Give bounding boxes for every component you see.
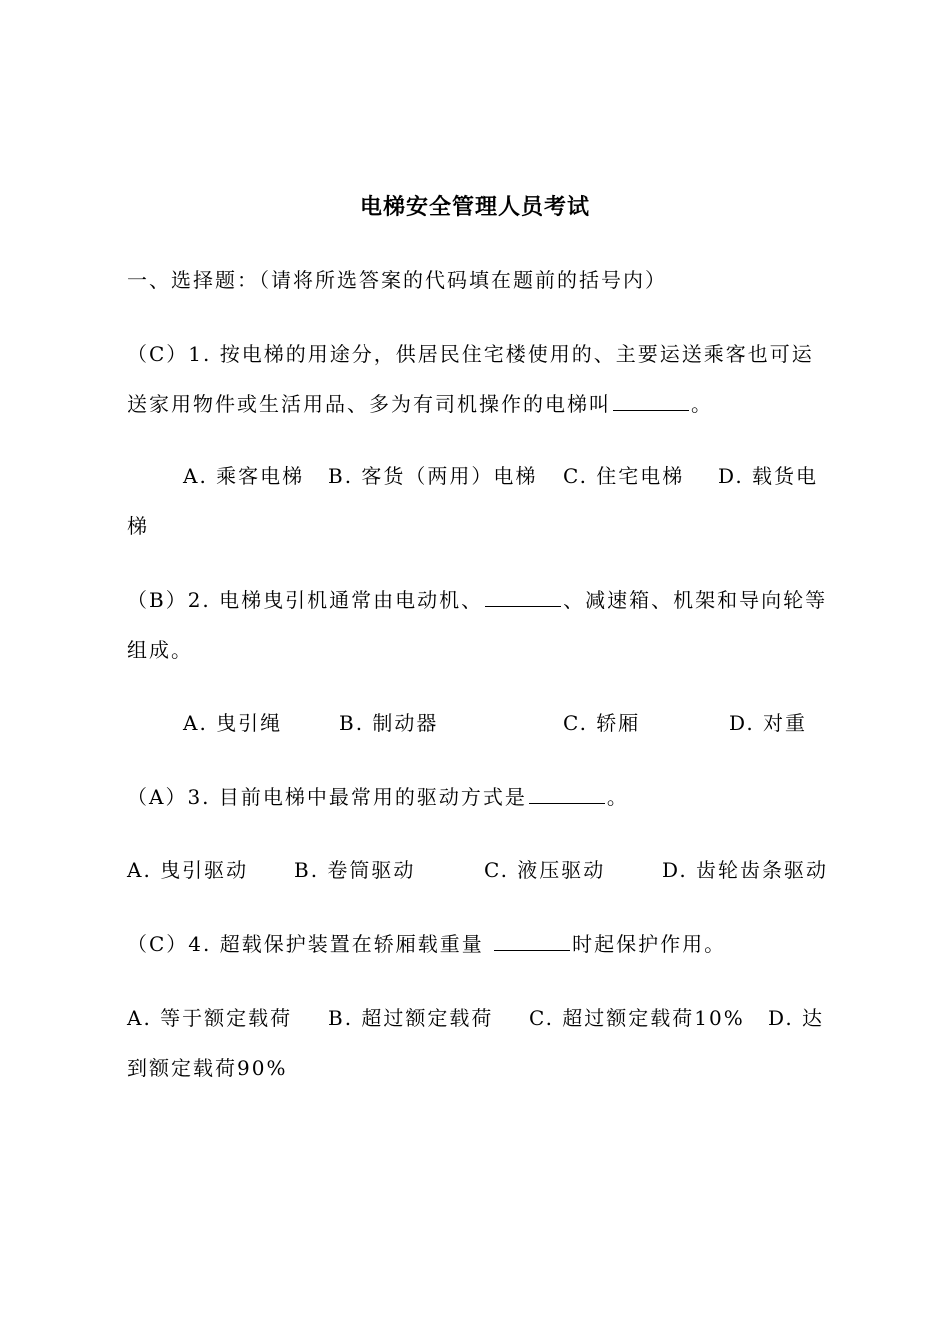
question-4-option-d: D. 达 [768, 1006, 825, 1030]
question-2-option-c: C. 轿厢 [563, 711, 641, 735]
question-4-line-1 [127, 929, 726, 959]
question-4-option-wrap: 到额定载荷90% [127, 1056, 288, 1080]
question-1-option-wrap: 梯 [127, 514, 149, 538]
question-2-option-b: B. 制动器 [339, 711, 439, 735]
question-4-option-b: B. 超过额定载荷 [328, 1006, 494, 1030]
question-2-option-d: D. 对重 [729, 711, 808, 735]
question-2-line-1 [127, 585, 827, 615]
answer-blank [494, 930, 570, 951]
question-3-option-b: B. 卷筒驱动 [294, 858, 416, 882]
answer-blank [485, 586, 561, 607]
question-3-text: （A）3. 目前电梯中最常用的驱动方式是 [127, 785, 527, 809]
question-3-end: 。 [606, 785, 629, 809]
question-4-text-end: 时起保护作用。 [572, 932, 727, 956]
question-1-line-1: （C）1. 按电梯的用途分，供居民住宅楼使用的、主要运送乘客也可运 [127, 342, 814, 366]
question-1-option-c: C. 住宅电梯 [563, 464, 685, 488]
question-2-option-a: A. 曳引绳 [183, 711, 283, 735]
question-3-option-a: A. 曳引驱动 [127, 858, 249, 882]
question-3-line-1 [127, 782, 629, 812]
question-1-line-2 [127, 389, 713, 419]
question-4-text: （C）4. 超载保护装置在轿厢载重量 [127, 932, 493, 956]
question-1-option-d: D. 载货电 [718, 464, 819, 488]
question-2-text-end: 、减速箱、机架和导向轮等 [563, 588, 828, 612]
question-3-option-c: C. 液压驱动 [484, 858, 606, 882]
question-2-line-2: 组成。 [127, 638, 193, 662]
answer-blank [529, 783, 605, 804]
question-4-option-a: A. 等于额定载荷 [127, 1006, 293, 1030]
question-1-option-a: A. 乘客电梯 [183, 464, 305, 488]
question-4-option-c: C. 超过额定载荷10% [529, 1006, 745, 1030]
question-2-text: （B）2. 电梯曳引机通常由电动机、 [127, 588, 484, 612]
question-1-end: 。 [691, 392, 713, 416]
answer-blank [613, 390, 689, 411]
question-1-option-b: B. 客货（两用）电梯 [328, 464, 538, 488]
page-title: 电梯安全管理人员考试 [359, 194, 590, 220]
question-1-text: 送家用物件或生活用品、多为有司机操作的电梯叫 [127, 392, 611, 416]
section-heading: 一、选择题：（请将所选答案的代码填在题前的括号内） [127, 268, 667, 292]
question-3-option-d: D. 齿轮齿条驱动 [662, 858, 829, 882]
